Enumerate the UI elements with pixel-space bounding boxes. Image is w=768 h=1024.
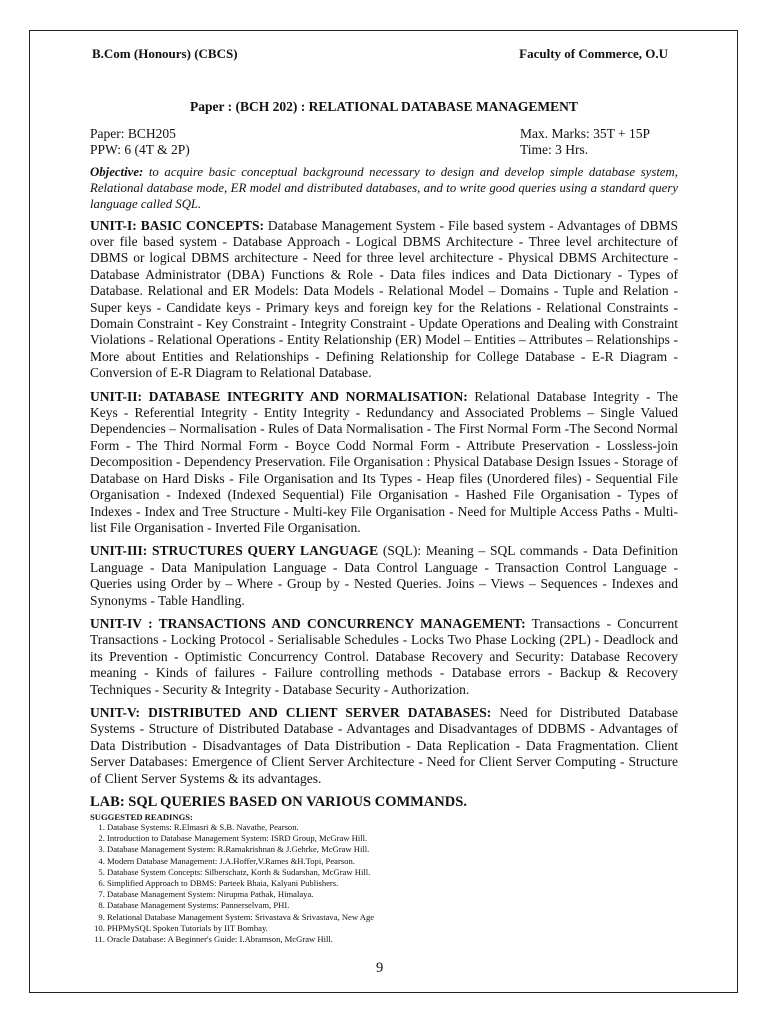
reading-item: 2. Introduction to Database Management System: ISRD Group, McGraw Hill.: [107, 833, 678, 844]
unit-heading: UNIT-IV : TRANSACTIONS AND CONCURRENCY MANAGEMENT:: [90, 615, 526, 631]
reading-item: 7. Database Management System: Nirupma Pathak, Himalaya.: [107, 889, 678, 900]
paper-meta: [90, 126, 678, 158]
header-program: B.Com (Honours) (CBCS): [92, 46, 238, 61]
unit-4: [90, 616, 678, 698]
reading-item: 6. Simplified Approach to DBMS: Parteek Bhaia, Kalyani Publishers.: [107, 878, 678, 889]
meta-right: [520, 126, 678, 158]
reading-item: 8. Database Management Systems: Pannerselvam, PHI.: [107, 900, 678, 911]
reading-item: 4. Modern Database Management: J.A.Hoffer,V.Rames &H.Topi, Pearson.: [107, 856, 678, 867]
objective-text: to acquire basic conceptual background necessary to design and develop simple database system, Relational database mode, ER model and distributed databases, and to write good queries using a standard query language called SQL.: [90, 165, 678, 212]
reading-item: 1. Database Systems: R.Elmasri & S.B. Navathe, Pearson.: [107, 822, 678, 833]
suggested-readings-heading: SUGGESTED READINGS:: [90, 812, 193, 823]
objective-paragraph: [90, 164, 678, 213]
page-number: 9: [376, 960, 384, 976]
unit-text: (SQL): Meaning – SQL commands - Data Definition Language - Data Manipulation Language - Data Control Language - Transaction Control Language - Queries using Order by – Where - Group by - Nested Queries. Joins – Views – Sequences - Indexes and Synonyms - Table Handling.: [90, 543, 678, 608]
unit-text: Database Management System - File based system - Advantages of DBMS over file based system - Database Approach - Logical DBMS Architecture - Three level architecture of DBMS or logical DBMS architecture - Need for three level architecture - Physical DBMS Architecture - Database Administrator (DBA) Functions & Role - Data files indices and Data Dictionary - Types of Database. Relational and ER Models: Data Models - Relational Model – Domains - Tuple and Relation - Super keys - Candidate keys - Primary keys and foreign key for the Relations - Relational Constraints - Domain Constraint - Key Constraint - Integrity Constraint - Update Operations and Dealing with Constraint Violations - Relational Operations - Entity Relationship (ER) Model – Entities – Attributes – Relationships - More about Entities and Relationships - Defining Relationship for College Database - E-R Diagram - Conversion of E-R Diagram to Relational Database.: [90, 217, 678, 381]
reading-item: 3. Database Management System: R.Ramakrishnan & J.Gehrke, McGraw Hill.: [107, 844, 678, 855]
page-header: [92, 46, 668, 62]
reading-item: 9. Relational Database Management System: Srivastava & Srivastava, New Age: [107, 912, 678, 923]
reading-item: 5. Database System Concepts: Silberschatz, Korth & Sudarshan, McGraw Hill.: [107, 867, 678, 878]
meta-left: [90, 126, 190, 158]
unit-text: Need for Distributed Database Systems - Structure of Distributed Database - Advantages and Disadvantages of DDBMS - Advantages of Data Distribution - Disadvantages of Data Distribution - Data Replication - Data Fragmentation. Client Server Databases: Emergence of Client Server Architecture - Need for Client Server Computing - Structure of Client Server Systems & its advantages.: [90, 704, 678, 786]
lab-heading: LAB: SQL QUERIES BASED ON VARIOUS COMMANDS.: [90, 794, 467, 811]
paper-title: Paper : (BCH 202) : RELATIONAL DATABASE MANAGEMENT: [190, 99, 578, 114]
periods-per-week: PPW: 6 (4T & 2P): [90, 142, 190, 157]
unit-text: Relational Database Integrity - The Keys - Referential Integrity - Entity Integrity - Redundancy and Associated Problems – Single Valued Dependencies – Normalisation - Rules of Data Normalisation - The First Normal Form -The Second Normal Form - The Third Normal Form - Boyce Codd Normal Form - Attribute Preservation - Lossless-join Decomposition - Dependency Preservation. File Organisation : Physical Database Design Issues - Storage of Database on Hard Disks - File Organisation and Its Types - Heap files (Unordered files) - Sequential File Organisation - Indexed (Indexed Sequential) File Organisation - Hashed File Organisation - Types of Indexes - Index and Tree Structure - Multi-key File Organisation - Need for Multiple Access Paths - Multi-list File Organisation - Inverted File Organisation.: [90, 388, 678, 535]
reading-item: 11. Oracle Database: A Beginner's Guide: I.Abramson, McGraw Hill.: [107, 934, 678, 945]
unit-5: [90, 705, 678, 787]
unit-heading: UNIT-II: DATABASE INTEGRITY AND NORMALISATION:: [90, 388, 468, 404]
unit-heading: UNIT-I: BASIC CONCEPTS:: [90, 217, 264, 233]
exam-time: Time: 3 Hrs.: [520, 142, 589, 157]
document-body: [90, 46, 678, 945]
reading-item: 10. PHPMySQL Spoken Tutorials by IIT Bombay.: [107, 923, 678, 934]
header-faculty: Faculty of Commerce, O.U: [519, 46, 668, 61]
unit-heading: UNIT-V: DISTRIBUTED AND CLIENT SERVER DATABASES:: [90, 704, 492, 720]
readings-list: [90, 822, 678, 945]
unit-3: [90, 543, 678, 609]
unit-1: [90, 218, 678, 382]
unit-heading: UNIT-III: STRUCTURES QUERY LANGUAGE: [90, 543, 379, 559]
objective-label: Objective:: [90, 165, 144, 179]
max-marks: Max. Marks: 35T + 15P: [520, 126, 650, 141]
unit-2: [90, 389, 678, 537]
unit-text: Transactions - Concurrent Transactions - Locking Protocol - Serialisable Schedules - Locks Two Phase Locking (2PL) - Deadlock and its Prevention - Optimistic Concurrency Control. Database Recovery and Security: Database Recovery meaning - Kinds of failures - Failure controlling methods - Database errors - Backup & Recovery Techniques - Security & Integrity - Database Security - Authorization.: [90, 615, 679, 697]
paper-code: Paper: BCH205: [90, 126, 176, 141]
